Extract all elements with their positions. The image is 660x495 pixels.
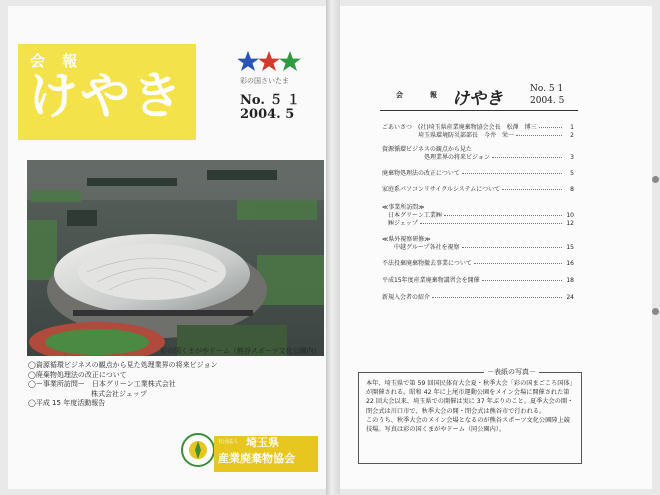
cover-photo-note-line: が開催される。昭和 42 年に上尾市運動公園をメイン会場に開催された第 (366, 389, 570, 397)
toc-entry (382, 275, 574, 283)
cover-photo-note-title: －表紙の写真－ (484, 367, 539, 377)
binding-hole (652, 176, 659, 183)
toc-entry-page: 15 (566, 244, 574, 251)
toc-entry (382, 258, 574, 266)
cover-title: けやき (28, 67, 184, 125)
cover-contents-item: ◯平成 15 年度活動報告 (28, 399, 106, 407)
toc-entry-text: 処理業界の将来ビジョン (382, 154, 490, 161)
toc-entry-text: 新規入会者の紹介 (382, 294, 431, 301)
photo-caption: 彩の国くまがやドーム（熊谷スポーツ文化公園内） (160, 347, 321, 355)
toc-entry-page: 16 (566, 260, 574, 267)
toc-entry-text: 中越グループ各社を視察 (382, 244, 460, 251)
toc-entry-page: 2 (570, 132, 574, 139)
saitama-logo-text: 彩の国さいたま (240, 77, 289, 85)
blue-star-icon (238, 51, 259, 71)
cover-issue-number: No. ５ １ (240, 93, 300, 108)
toc-entry (382, 292, 574, 300)
toc-kaiho-label: 会 報 (396, 91, 447, 99)
toc-issue-date: 2004. 5 (530, 96, 565, 106)
cover-issue-date: 2004. 5 (240, 107, 295, 122)
toc-entry-text: 資源循環ビジネスの観点から見た (382, 146, 472, 153)
toc-title: けやき (452, 89, 503, 109)
saitama-star-logo (238, 50, 302, 74)
cover-contents-item: ◯ー事業所訪問ー 日本グリーン工業株式会社 (28, 380, 176, 388)
toc-entry-text: ≪事業所訪問≫ (382, 204, 425, 211)
toc-entry (382, 122, 574, 138)
cover-photo-note-line: 22 回大会以来、埼玉県での開催は実に 37 年ぶりのこと。夏季大会の開・ (366, 398, 574, 406)
association-prefix: 社団法人 (218, 439, 239, 445)
cover-photo-note-line: 閉会式は川口市で、秋季大会の開・閉会式は熊谷市で行われる。 (366, 407, 546, 415)
toc-entry (382, 144, 574, 160)
cover-photo-note-line: 技場。写真は彩の国くまがやドーム（同公園内）。 (366, 426, 506, 434)
red-star-icon (258, 51, 280, 71)
toc-entry-text: ごあいさつ (社)埼玉県産業廃棄物協会会長 松澤 博三 (382, 124, 537, 131)
toc-entry-page: 24 (566, 294, 574, 301)
association-name-line1: 埼玉県 (246, 436, 279, 449)
cover-photo-note-line: 本年、埼玉県で第 59 回国民体育大会夏・秋季大会「彩の国まごころ国体」 (366, 380, 576, 387)
toc-entry-text: 埼玉県環境防災部部長 今井 栄一 (382, 132, 515, 139)
association-emblem-icon (180, 432, 216, 468)
toc-entry (382, 168, 574, 176)
toc-entry-page: 12 (566, 220, 574, 227)
toc-entry-page: 1 (570, 124, 574, 131)
cover-contents-item: ◯廃棄物処理法の改正について (28, 370, 127, 379)
cover-contents-item: 株式会社ジェップ (28, 389, 147, 398)
toc-entry-page: 8 (570, 186, 574, 193)
toc-entry-text: 家庭系パソコンリサイクルシステムについて (382, 186, 501, 193)
toc-issue-number: No. 5 1 (530, 84, 564, 94)
toc-entry (382, 234, 574, 250)
toc-entry-page: 5 (570, 170, 574, 177)
dome-aerial-photo (27, 160, 324, 356)
association-name-line2: 産業廃棄物協会 (218, 452, 295, 465)
toc-entry-text: 不法投棄廃棄物撤去事業について (382, 260, 472, 267)
cover-contents-list (28, 361, 217, 409)
binding-hole (652, 308, 659, 315)
cover-photo-note-text (366, 379, 578, 434)
toc-entry-text: 平成15年度産業廃棄物講習会を開催 (382, 277, 480, 284)
cover-photo-note-line: このうち、秋季大会のメイン会場となるのが熊谷スポーツ文化公園陸上競 (366, 416, 570, 424)
toc-header-rule (380, 110, 578, 111)
toc-entry (382, 202, 574, 226)
green-star-icon (279, 51, 301, 71)
cover-kaiho-label: 会 報 (30, 52, 84, 70)
toc-entry (382, 184, 574, 192)
spine (326, 0, 340, 495)
toc-entry-text: ㈱ジェップ (382, 220, 418, 227)
toc-entry-page: 3 (570, 154, 574, 161)
toc-entry-text: 廃棄物処理法の改正について (382, 170, 460, 177)
toc-entry-text: ≪県外視察研修≫ (382, 236, 431, 243)
toc-entry-page: 10 (566, 212, 574, 219)
toc-entry-page: 18 (566, 277, 574, 284)
toc-entry-text: 日本グリーン工業㈱ (382, 212, 442, 219)
cover-contents-item: ◯資源循環ビジネスの観点から見た処理業界の将来ビジョン (28, 361, 218, 369)
